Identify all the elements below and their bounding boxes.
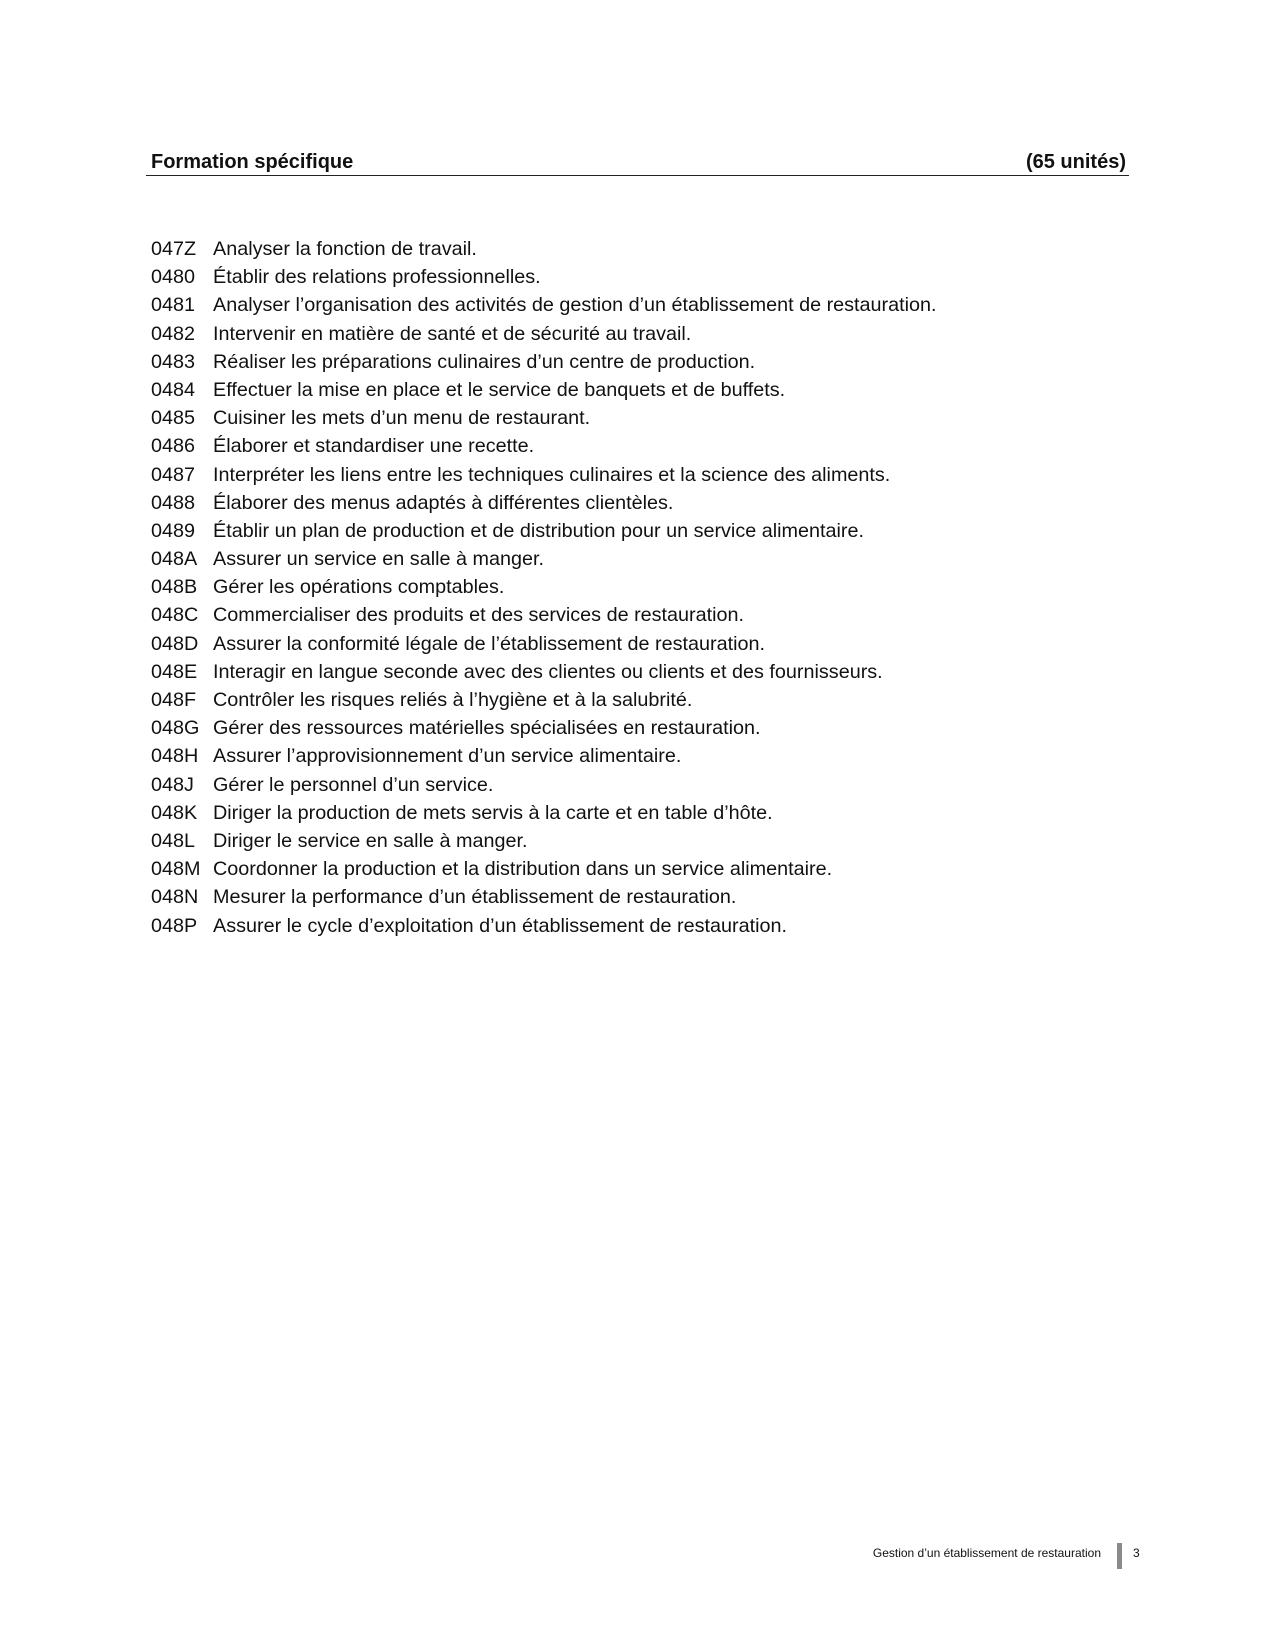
list-item	[151, 517, 937, 545]
competency-code: 047Z	[151, 238, 197, 260]
competency-label: Réaliser les préparations culinaires d’un centre de production.	[213, 350, 756, 373]
competency-label: Coordonner la production et la distribution dans un service alimentaire.	[213, 858, 833, 881]
competency-code: 0485	[151, 407, 196, 430]
competency-label: Contrôler les risques reliés à l’hygiène et à la salubrité.	[213, 689, 693, 711]
list-item	[151, 432, 937, 460]
competency-code: 048C	[151, 604, 199, 627]
competency-label: Assurer un service en salle à manger.	[213, 548, 544, 571]
list-item	[151, 461, 937, 489]
page-number: 3	[1133, 1546, 1140, 1560]
list-item	[151, 235, 937, 263]
list-item	[151, 404, 937, 432]
competency-label: Élaborer des menus adaptés à différentes clientèles.	[213, 491, 674, 514]
competency-label: Assurer l’approvisionnement d’un service alimentaire.	[213, 745, 682, 768]
page-footer	[0, 1543, 1275, 1573]
footer-divider	[1117, 1543, 1122, 1569]
competency-code: 0487	[151, 463, 196, 486]
competency-label: Élaborer et standardiser une recette.	[213, 435, 535, 458]
list-item	[151, 376, 937, 404]
list-item	[151, 320, 937, 348]
competency-code: 048B	[151, 576, 198, 599]
competency-label: Cuisiner les mets d’un menu de restaurant.	[213, 407, 591, 430]
list-item	[151, 686, 937, 714]
competency-label: Diriger la production de mets servis à la carte et en table d’hôte.	[213, 801, 773, 824]
list-item	[151, 573, 937, 601]
competency-code: 048E	[151, 660, 198, 683]
list-item	[151, 714, 937, 742]
list-item	[151, 912, 937, 940]
list-item	[151, 348, 937, 376]
competency-code: 0489	[151, 519, 196, 542]
list-item	[151, 545, 937, 573]
competency-label: Gérer les opérations comptables.	[213, 576, 505, 599]
competency-list	[151, 235, 937, 940]
competency-code: 048H	[151, 745, 199, 768]
list-item	[151, 742, 937, 770]
list-item	[151, 630, 937, 658]
competency-label: Intervenir en matière de santé et de sécurité au travail.	[213, 322, 692, 345]
competency-code: 048G	[151, 717, 200, 740]
competency-code: 048N	[151, 886, 199, 909]
list-item	[151, 489, 937, 517]
footer-document-title: Gestion d’un établissement de restauration	[872, 1546, 1101, 1560]
competency-code: 0482	[151, 322, 196, 345]
list-item	[151, 827, 937, 855]
competency-label: Diriger le service en salle à manger.	[213, 829, 528, 852]
competency-label: Assurer la conformité légale de l’établissement de restauration.	[213, 632, 765, 655]
competency-code: 0480	[151, 266, 196, 289]
competency-code: 0483	[151, 350, 196, 373]
competency-code: 0484	[151, 378, 196, 401]
competency-code: 048K	[151, 801, 198, 824]
competency-code: 048L	[151, 829, 196, 852]
competency-code: 0488	[151, 491, 196, 514]
competency-code: 048D	[151, 632, 199, 655]
competency-code: 0481	[151, 294, 196, 317]
competency-code: 048A	[151, 548, 198, 571]
list-item	[151, 771, 937, 799]
competency-label: Gérer des ressources matérielles spécialisées en restauration.	[213, 717, 761, 740]
list-item	[151, 601, 937, 629]
list-item	[151, 799, 937, 827]
list-item	[151, 263, 937, 291]
competency-label: Effectuer la mise en place et le service de banquets et de buffets.	[213, 378, 786, 401]
competency-code: 048M	[151, 858, 201, 881]
competency-label: Établir un plan de production et de distribution pour un service alimentaire.	[213, 519, 864, 542]
competency-label: Analyser l’organisation des activités de gestion d’un établissement de restauration.	[213, 294, 937, 317]
competency-label: Mesurer la performance d’un établissement de restauration.	[213, 886, 737, 909]
competency-label: Interpréter les liens entre les techniques culinaires et la science des aliments.	[213, 463, 891, 486]
competency-code: 048J	[151, 773, 194, 796]
section-units: (65 unités)	[1025, 151, 1126, 173]
list-item	[151, 883, 937, 911]
competency-label: Analyser la fonction de travail.	[213, 238, 477, 260]
competency-label: Gérer le personnel d’un service.	[213, 773, 494, 796]
competency-code: 048F	[151, 689, 197, 711]
competency-label: Établir des relations professionnelles.	[213, 266, 541, 289]
list-item	[151, 291, 937, 319]
competency-code: 048P	[151, 914, 198, 937]
competency-label: Commercialiser des produits et des services de restauration.	[213, 604, 745, 627]
section-header	[146, 148, 1129, 176]
competency-label: Assurer le cycle d’exploitation d’un établissement de restauration.	[213, 914, 787, 937]
list-item	[151, 658, 937, 686]
competency-code: 0486	[151, 435, 196, 458]
competency-label: Interagir en langue seconde avec des clientes ou clients et des fournisseurs.	[213, 660, 883, 683]
list-item	[151, 855, 937, 883]
section-title: Formation spécifique	[151, 151, 354, 173]
